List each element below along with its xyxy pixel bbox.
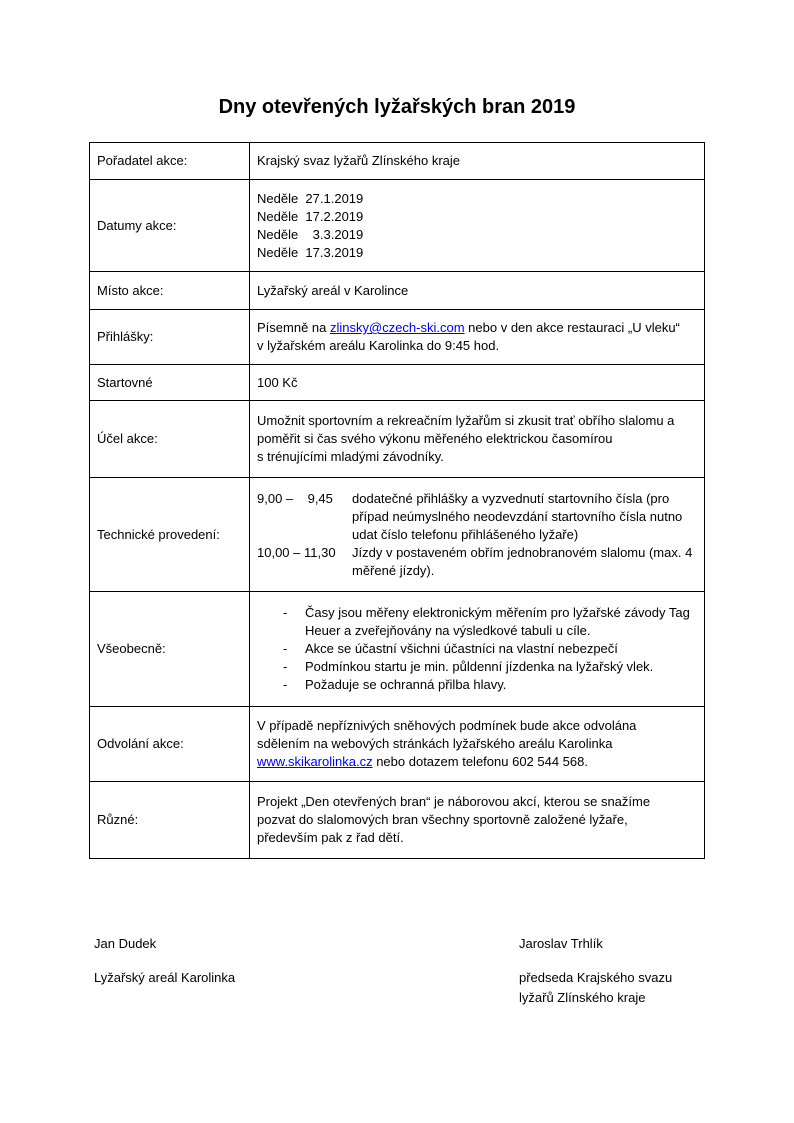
- misc-line: především pak z řad dětí.: [257, 830, 404, 845]
- cancellation-line: V případě nepříznivých sněhových podmínek bude akce odvolána: [257, 718, 637, 733]
- purpose-label: Účel akce:: [90, 401, 250, 478]
- purpose-line: Umožnit sportovním a rekreačním lyžařům si zkusit trať obřího slalomu a: [257, 413, 675, 428]
- signature-right: [519, 934, 672, 1008]
- list-item: - Podmínkou startu je min. půldenní jízdenka na lyžařský vlek.: [283, 659, 654, 674]
- technical-label: Technické provedení:: [90, 478, 250, 592]
- signature-left: [94, 934, 235, 988]
- general-value: [250, 592, 705, 707]
- registration-text: Písemně na: [257, 320, 330, 335]
- schedule-description: Jízdy v postaveném obřím jednobranovém slalomu (max. 4 měřené jízdy).: [352, 544, 693, 578]
- misc-line: Projekt „Den otevřených bran“ je náborovou akcí, kterou se snažíme: [257, 794, 651, 809]
- signature-role: Lyžařský areál Karolinka: [94, 970, 236, 985]
- date-line: Neděle 17.2.2019: [257, 208, 364, 224]
- list-item: - Časy jsou měřeny elektronickým měřením pro lyžařské závody Tag Heuer a zveřejňovány na výsledkové tabuli u cíle.: [283, 605, 690, 638]
- list-item: - Akce se účastní všichni účastníci na vlastní nebezpečí: [283, 641, 618, 656]
- list-item: - Požaduje se ochranná přilba hlavy.: [283, 677, 507, 692]
- row-cancellation: [90, 707, 705, 782]
- place-value: Lyžařský areál v Karolince: [250, 272, 705, 310]
- row-purpose: [90, 401, 705, 478]
- date-line: Neděle 17.3.2019: [257, 244, 364, 260]
- registration-email-link[interactable]: zlinsky@czech-ski.com: [330, 320, 465, 335]
- technical-value: [250, 478, 705, 592]
- row-organizer: [90, 143, 705, 180]
- signature-role: předseda Krajského svazu: [519, 970, 673, 985]
- technical-schedule: [257, 490, 697, 580]
- general-list: [257, 604, 697, 694]
- schedule-time: 10,00 – 11,30: [257, 544, 336, 560]
- row-technical: [90, 478, 705, 592]
- fee-label: Startovné: [90, 365, 250, 401]
- organizer-label: Pořadatel akce:: [90, 143, 250, 180]
- place-label: Místo akce:: [90, 272, 250, 310]
- event-info-table: [89, 142, 705, 859]
- row-general: [90, 592, 705, 707]
- registration-label: Přihlášky:: [90, 310, 250, 365]
- dates-label: Datumy akce:: [90, 180, 250, 272]
- dates-value: [250, 180, 705, 272]
- cancellation-phone-text: nebo dotazem telefonu 602 544 568.: [372, 754, 588, 769]
- schedule-description: dodatečné přihlášky a vyzvednutí startovního čísla (pro případ neúmyslného neodevzdání startovního čísla nutno udat číslo telefonu přihlášeného lyžaře): [352, 490, 683, 542]
- row-dates: [90, 180, 705, 272]
- signature-role: lyžařů Zlínského kraje: [519, 990, 646, 1005]
- general-label: Všeobecně:: [90, 592, 250, 707]
- date-line: Neděle 3.3.2019: [257, 226, 364, 242]
- purpose-line: poměřit si čas svého výkonu měřeného elektrickou časomírou: [257, 431, 613, 446]
- registration-line2: v lyžařském areálu Karolinka do 9:45 hod.: [257, 338, 500, 353]
- registration-value: [250, 310, 705, 365]
- purpose-value: [250, 401, 705, 478]
- ski-resort-website-link[interactable]: www.skikarolinka.cz: [257, 754, 373, 769]
- cancellation-value: [250, 707, 705, 782]
- fee-value: 100 Kč: [250, 365, 705, 401]
- misc-value: [250, 782, 705, 859]
- document-title: Dny otevřených lyžařských bran 2019: [218, 96, 576, 118]
- purpose-line: s trénujícími mladými závodníky.: [257, 449, 444, 464]
- schedule-time: 9,00 – 9,45: [257, 490, 333, 506]
- cancellation-line: sdělením na webových stránkách lyžařského areálu Karolinka: [257, 736, 613, 751]
- row-misc: [90, 782, 705, 859]
- organizer-value: Krajský svaz lyžařů Zlínského kraje: [250, 143, 705, 180]
- date-line: Neděle 27.1.2019: [257, 190, 364, 206]
- misc-label: Různé:: [90, 782, 250, 859]
- row-place: [90, 272, 705, 310]
- row-registration: [90, 310, 705, 365]
- signature-name: Jaroslav Trhlík: [519, 936, 603, 951]
- signature-name: Jan Dudek: [94, 936, 157, 951]
- row-fee: [90, 365, 705, 401]
- misc-line: pozvat do slalomových bran všechny sportovně založené lyžaře,: [257, 812, 628, 827]
- cancellation-label: Odvolání akce:: [90, 707, 250, 782]
- registration-text-after: nebo v den akce restauraci „U vleku“: [464, 320, 680, 335]
